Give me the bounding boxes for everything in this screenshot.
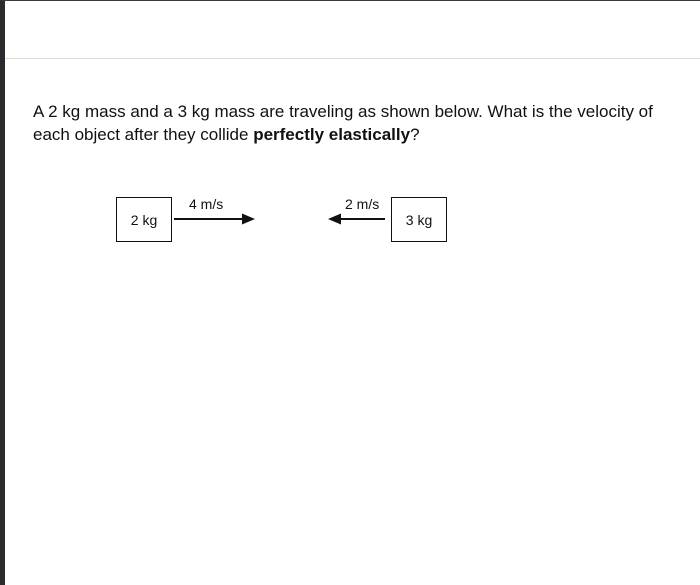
left-arrow-icon bbox=[328, 214, 385, 225]
velocity-label-right: 2 m/s bbox=[345, 196, 380, 212]
mass-label-left: 2 kg bbox=[130, 211, 158, 228]
mass-label-right: 3 kg bbox=[405, 211, 433, 228]
question-text-end: ? bbox=[410, 125, 420, 144]
question-text-start: A 2 kg mass and a 3 kg mass are traveling as shown below. What is the velocity of each object after they collide bbox=[33, 102, 653, 144]
question-emphasis: perfectly elastically bbox=[253, 125, 411, 144]
velocity-label-left: 4 m/s bbox=[189, 196, 224, 212]
right-arrow-icon bbox=[174, 214, 255, 225]
